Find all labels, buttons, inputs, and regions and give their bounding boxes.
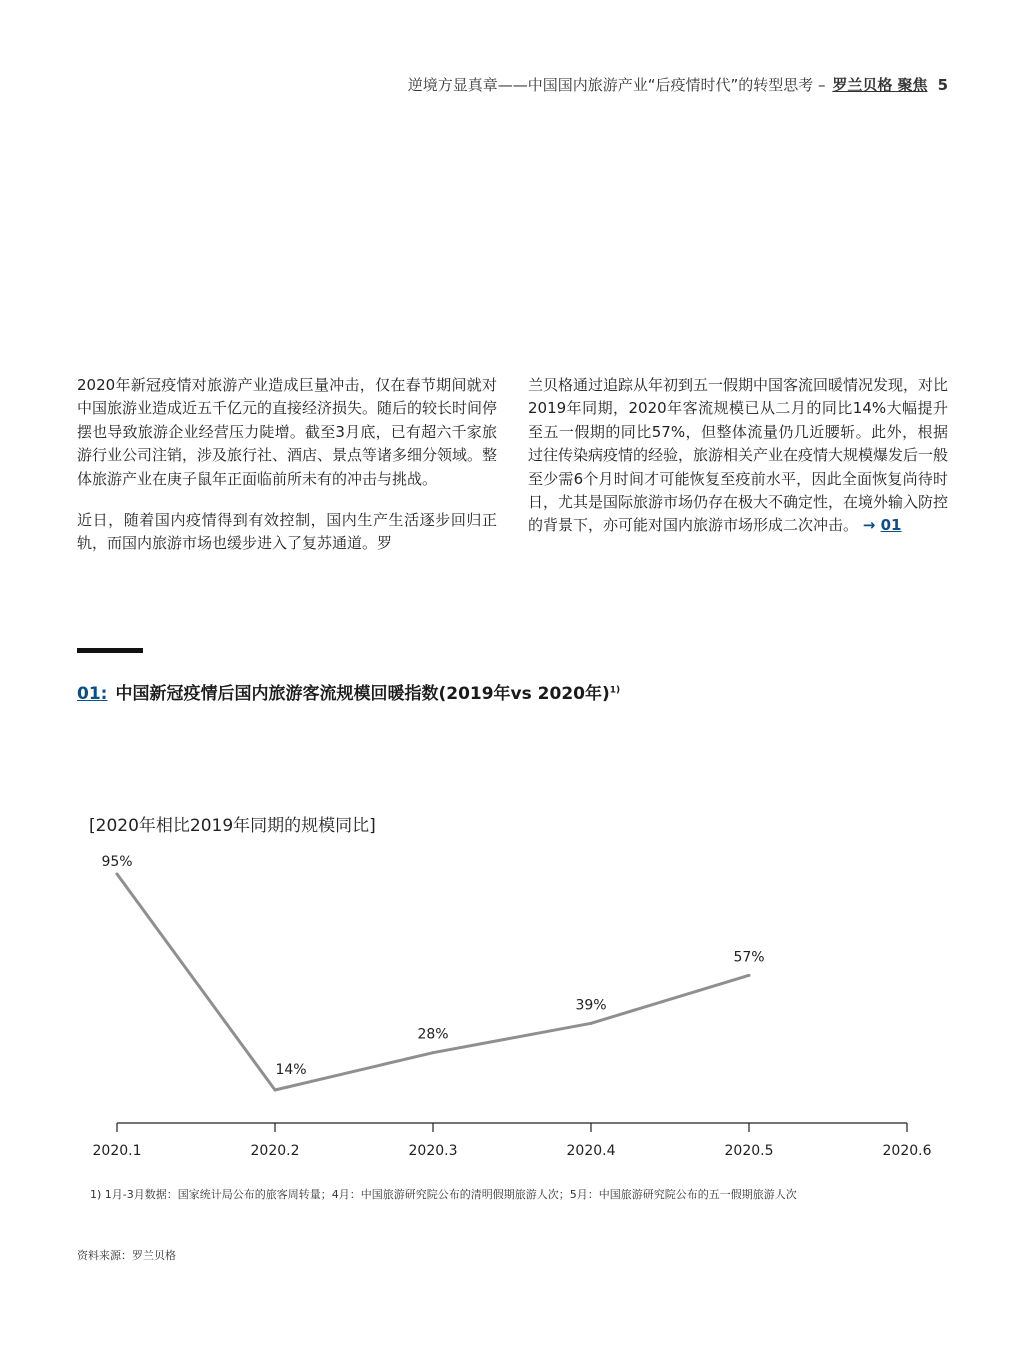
data-point <box>432 1051 435 1054</box>
footnote: 1) 1月-3月数据：国家统计局公布的旅客周转量；4月：中国旅游研究院公布的清明假期旅游人次；5月：中国旅游研究院公布的五一假期旅游人次 <box>90 1188 797 1201</box>
chart-subtitle: [2020年相比2019年同期的规模同比] <box>89 816 376 836</box>
figure-title-footnote-marker: 1) <box>609 685 621 696</box>
data-label: 14% <box>275 1062 307 1078</box>
data-label: 95% <box>101 854 133 870</box>
data-point <box>590 1022 593 1025</box>
header-title: 逆境方显真章——中国国内旅游产业“后疫情时代”的转型思考 <box>407 76 814 94</box>
x-tick-label: 2020.1 <box>92 1143 142 1159</box>
page-number: 5 <box>937 76 948 94</box>
header-brand: 罗兰贝格 聚焦 <box>832 76 928 94</box>
paragraph-text: 兰贝格通过追踪从年初到五一假期中国客流回暖情况发现，对比2019年同期，2020年客流规模已从二月的同比14%大幅提升至五一假期的同比57%，但整体流量仍几近腰斩。此外，根据过往传染病疫情的经验，旅游相关产业在疫情大规模爆发后一般至少需6个月时间才可能恢复至疫前水平，因此全面恢复尚待时日，尤其是国际旅游市场仍存在极大不确定性，在境外输入防控的背景下，亦可能对国内旅游市场形成二次冲击。 <box>528 376 949 535</box>
arrow-right-icon: → <box>862 516 876 535</box>
data-point <box>116 873 119 876</box>
data-point <box>748 974 751 977</box>
x-tick-label: 2020.4 <box>566 1143 616 1159</box>
x-tick-label: 2020.2 <box>250 1143 300 1159</box>
x-tick-label: 2020.6 <box>882 1143 932 1159</box>
paragraph: 2020年新冠疫情对旅游产业造成巨量冲击，仅在春节期间就对中国旅游业造成近五千亿元的直接经济损失。随后的较长时间停摆也导致旅游企业经营压力陡增。截至3月底，已有超六千家旅游行业公司注销，涉及旅行社、酒店、景点等诸多细分领域。整体旅游产业在庚子鼠年正面临前所未有的冲击与挑战。 <box>77 376 498 488</box>
header-separator: – <box>813 76 831 94</box>
data-label: 28% <box>417 1026 449 1043</box>
x-tick-label: 2020.5 <box>724 1143 774 1159</box>
paragraph: 近日，随着国内疫情得到有效控制，国内生产生活逐步回归正轨，而国内旅游市场也缓步进入了复苏通道。罗 <box>77 511 497 553</box>
data-label: 57% <box>733 949 765 966</box>
figure-number: 01: <box>77 684 108 704</box>
data-label: 39% <box>575 997 607 1014</box>
series-line <box>117 874 749 1090</box>
x-tick-label: 2020.3 <box>408 1143 458 1159</box>
source-note: 资料来源：罗兰贝格 <box>77 1249 176 1262</box>
figure-reference-number: 01 <box>880 516 902 535</box>
figure-title-text: 中国新冠疫情后国内旅游客流规模回暖指数(2019年vs 2020年) <box>115 684 610 704</box>
data-point <box>274 1089 277 1092</box>
